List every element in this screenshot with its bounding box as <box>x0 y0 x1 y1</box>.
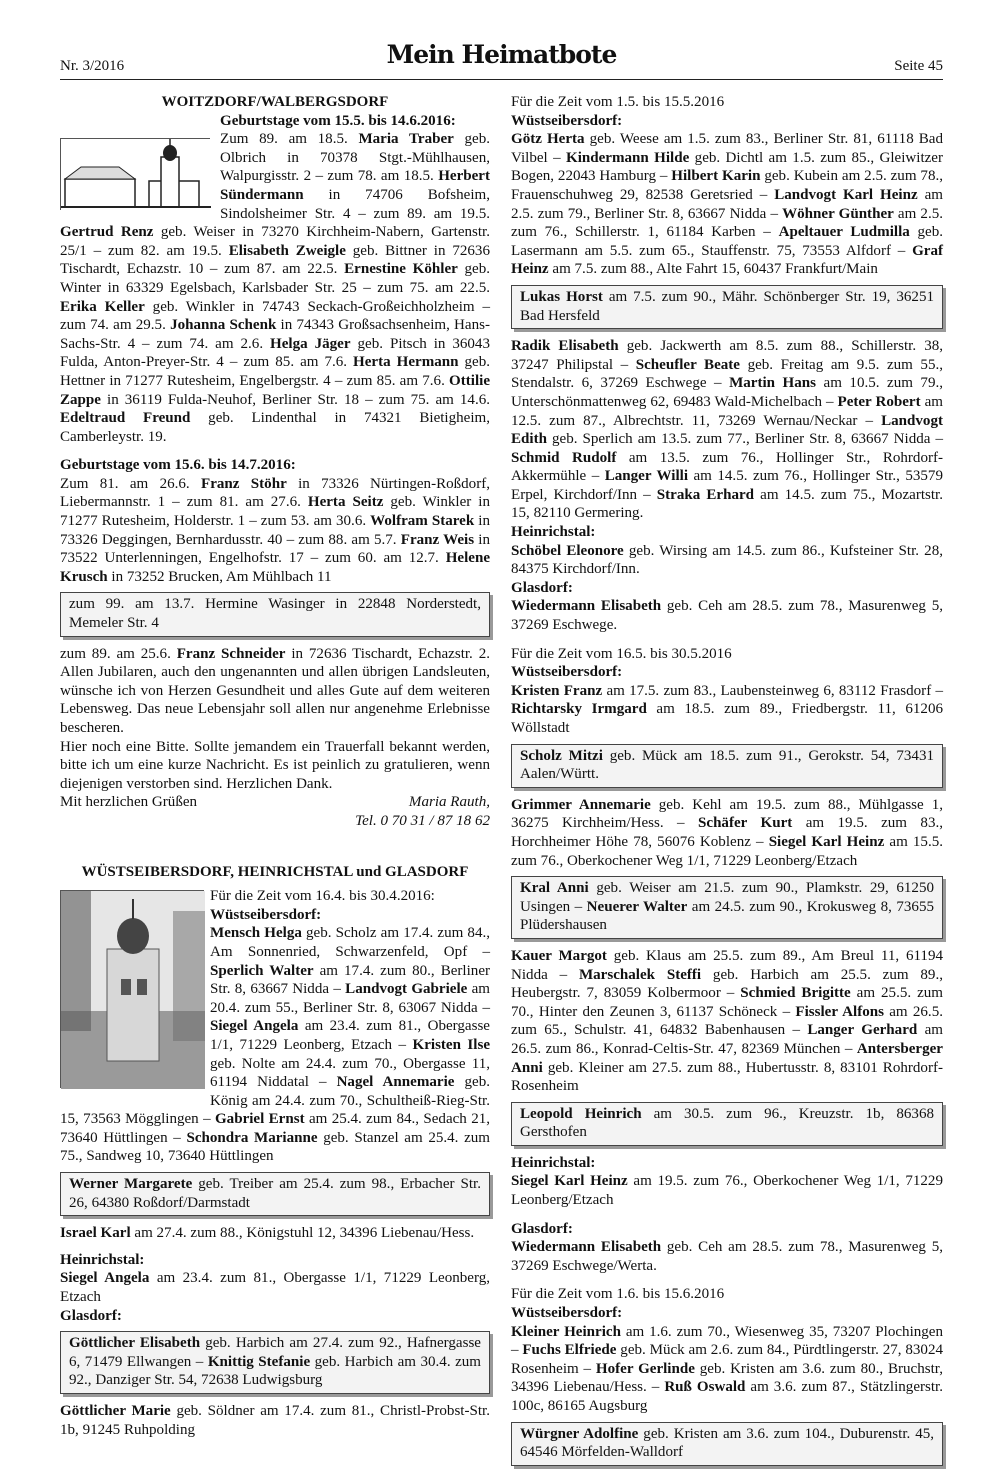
place-heading: Heinrichstal: <box>511 1154 596 1171</box>
place-heading: Wüstseibersdorf: <box>210 906 322 923</box>
right-column <box>511 93 943 1474</box>
signoff-line: Mit herzlichen Grüßen Maria Rauth, <box>60 794 490 811</box>
place-heading: Glasdorf: <box>60 1307 122 1324</box>
period-label: Für die Zeit vom 16.5. bis 30.5.2016 <box>511 645 732 662</box>
highlight-box: zum 99. am 13.7. Hermine Wasinger in 22848 Norderstedt, Memeler Str. 4 <box>60 592 490 636</box>
birthday-list: Radik Elisabeth geb. Jackwerth am 8.5. zum 88., Schillerstr. 38, 37247 Philipstal – Scheufler Beate geb. Freitag am 9.5. zum 55., Stendalstr. 6, 37269 Eschwege – Martin Hans am 10.5. zum 79., Unterschönmattenweg 62, 69483 Wald-Michelbach – Peter Robert am 12.5. zum 87., Albrechtstr. 11, 73269 Wernau/Neckar – Landvogt Edith geb. Sperlich am 13.5. zum 77., Berliner Str. 8, 63667 Nidda – Schmid Rudolf am 13.5. zum 76., Hollinger Str., Rohrdorf-Akkermühle – Langer Willi am 14.5. zum 76., Hollinger Str., 53579 Erpel, Kirchdorf/Inn – Straka Erhard am 14.5. zum 75., Mozartstr. 15, 82110 Germering. <box>511 338 944 522</box>
birthday-list-2: Zum 81. am 26.6. Franz Stöhr in 73326 Nürtingen-Roßdorf, Liebermannstr. 1 – zum 81. am 27.6. Herta Seitz geb. Winkler in 71277 Rutesheim, Holderstr. 1 – zum 53. am 30.6. Wolfram Starek in 73326 Deggingen, Bernhardusstr. 40 – zum 88. am 5.7. Franz Weis in 73522 Unterlenningen, Engelhofstr. 17 – zum 60. am 12.7. Helene Krusch in 73252 Brucken, Am Mühlbach 11 <box>60 475 490 585</box>
church-photo <box>60 890 204 1088</box>
place-heading: Wüstseibersdorf: <box>511 664 623 681</box>
place-heading: Heinrichstal: <box>511 524 596 541</box>
masthead-logo: Mein Heimatbote <box>386 40 617 69</box>
section-title-2: WÜSTSEIBERSDORF, HEINRICHSTAL und GLASDORF <box>81 863 469 880</box>
birthday-list-1: Zum 89. am 18.5. Maria Traber geb. Olbrich in 70378 Stgt.-Mühlhausen, Walpurgisstr. 2 – zum 78. am 18.5. Herbert Sündermann in 74706 Bofsheim, Sindolsheimer Str. 4 – zum 89. am 19.5. Gertrud Renz geb. Weiser in 73270 Kirchheim-Nabern, Gartenstr. 25/1 – zum 82. am 19.5. Elisabeth Zweigle geb. Bittner in 72636 Tischardt, Echazstr. 10 – zum 87. am 22.5. Ernestine Köhler geb. Winter in 63329 Egelsbach, Karlsbader Str. 25 – zum 75. am 22.5. Erika Keller geb. Winkler in 74743 Seckach-Großeichholzheim – zum 74. am 29.5. Johanna Schenk in 74343 Großsachsenheim, Hans-Sachs-Str. 4 – zum 74. am 2.6. Helga Jäger geb. Pitsch in 36043 Fulda, Anton-Preyer-Str. 4 – zum 85. am 7.6. Herta Hermann geb. Hettner in 71277 Rutesheim, Engelbergstr. 4 – zum 85. am 7.6. Ottilie Zappe in 36119 Fulda-Neuhof, Berliner Str. 18 – zum 75. am 14.6. Edeltraud Freund geb. Lindenthal in 74321 Bietigheim, Camberleystr. 19. <box>60 131 491 445</box>
birthday-list-3: zum 89. am 25.6. Franz Schneider in 72636 Tischardt, Echazstr. 2. Allen Jubilaren, auch den ungenannten und allen übrigen Landsleuten, wünsche ich von Herzen Gesundheit und alles Gute auf dem weiteren Lebensweg. Das neue Lebensjahr soll allen nur angenehme Erlebnisse bescheren. <box>60 645 490 736</box>
place-heading: Wüstseibersdorf: <box>511 112 623 129</box>
birthday-list-4: Mensch Helga geb. Scholz am 17.4. zum 84., Am Sonnenried, Schwarzenfeld, Opf – Sperlich Walter am 17.4. zum 80., Berliner Str. 8, 63667 Nidda – Landvogt Gabriele am 20.4. zum 55., Berliner Str. 8, 63067 Nidda – Siegel Angela am 23.4. zum 81., Obergasse 1/1, 71229 Leonberg, Etzach – Kristen Ilse geb. Nolte am 24.4. zum 70., Obergasse 11, 61194 Niddatal – Nagel Annemarie geb. König am 24.4. zum 70., Schultheiß-Rieg-Str. 15, 73563 Mögglingen – Gabriel Ernst am 25.4. zum 84., Sedach 21, 73640 Hüttlingen – Schondra Marianne geb. Stanzel am 25.4. zum 75., Sandweg 10, 73640 Hüttlingen <box>60 925 491 1165</box>
church-illustration <box>60 138 210 210</box>
birthday-list: Grimmer Annemarie geb. Kehl am 19.5. zum 88., Mühlgasse 1, 36275 Kirchheim/Hess. – Schäfer Kurt am 19.5. zum 83., Horchheimer Höhe 78, 56076 Koblenz – Siegel Karl Heinz am 15.5. zum 76., Oberkochener Weg 1/1, 71229 Leonberg/Etzach <box>511 796 944 869</box>
highlight-box: Würgner Adolfine geb. Kristen am 3.6. zum 104., Duburenstr. 45, 64546 Mörfelden-Walldorf <box>511 1422 943 1466</box>
left-column <box>60 93 490 1439</box>
place-heading: Glasdorf: <box>511 1220 573 1237</box>
birthday-list: Kauer Margot geb. Klaus am 25.5. zum 89., Am Breul 11, 61194 Nidda – Marschalek Steffi geb. Harbich am 25.5. zum 89., Heubergstr. 7, 83059 Kolbermoor – Schmied Brigitte am 25.5. zum 70., Hinter den Zeunen 3, 61137 Schöneck – Fissler Alfons am 26.5. zum 65., Schulstr. 41, 64832 Babenhausen – Langer Gerhard am 26.5. zum 86., Konrad-Celtis-Str. 47, 82369 München – Antersberger Anni geb. Kleiner am 27.5. zum 88., Hubertusstr. 8, 83101 Rohrdorf-Rosenheim <box>511 947 944 1095</box>
highlight-box: Werner Margarete geb. Treiber am 25.4. zum 98., Erbacher Str. 26, 64380 Roßdorf/Darmstadt <box>60 1172 490 1216</box>
list-item: Schöbel Eleonore geb. Wirsing am 14.5. zum 86., Kufsteiner Str. 28, 84375 Kirchdorf/Inn. <box>511 542 943 578</box>
place-heading: Wüstseibersdorf: <box>511 1305 623 1322</box>
page-header <box>60 40 943 80</box>
place-heading: Heinrichstal: <box>60 1251 145 1268</box>
birthday-list: Götz Herta geb. Weese am 1.5. zum 83., Berliner Str. 81, 61118 Bad Vilbel – Kindermann Hilde geb. Dichtl am 1.5. zum 85., Gleiwitzer Bogen, 22043 Hamburg – Hilbert Karin geb. Kubein am 2.5. zum 78., Frauenschuhweg 29, 82538 Geretsried – Landvogt Karl Heinz am 2.5. zum 79., Berliner Str. 8, 63667 Nidda – Wöhner Günther am 2.5. zum 76., Schillerstr. 1, 61184 Karben – Apeltauer Ludmilla geb. Lasermann am 5.5. zum 65., Stauffenstr. 75, 73553 Alfdorf – Graf Heinz am 7.5. zum 88., Alte Fahrt 15, 60437 Frankfurt/Main <box>511 131 944 278</box>
issue-number: Nr. 3/2016 <box>60 58 125 74</box>
list-item: Siegel Angela am 23.4. zum 81., Obergasse 1/1, 71229 Leonberg, Etzach <box>60 1270 490 1306</box>
list-item: Göttlicher Marie geb. Söldner am 17.4. zum 81., Christl-Probst-Str. 1b, 91245 Ruhpolding <box>60 1403 490 1438</box>
list-item: Wiedermann Elisabeth geb. Ceh am 28.5. zum 78., Masurenweg 5, 37269 Eschwege. <box>511 598 943 634</box>
highlight-box: Göttlicher Elisabeth geb. Harbich am 27.4. zum 92., Hafnergasse 6, 71479 Ellwangen – Knittig Stefanie geb. Harbich am 30.4. zum 92., Danziger Str. 54, 72638 Ludwigsburg <box>60 1331 490 1394</box>
highlight-box: Scholz Mitzi geb. Mück am 18.5. zum 91., Gerokstr. 54, 73431 Aalen/Württ. <box>511 744 943 788</box>
period-label: Für die Zeit vom 1.6. bis 15.6.2016 <box>511 1286 725 1303</box>
list-item: Wiedermann Elisabeth geb. Ceh am 28.5. zum 78., Masurenweg 5, 37269 Eschwege/Werta. <box>511 1239 943 1274</box>
section-title: WOITZDORF/WALBERGSDORF <box>161 94 389 110</box>
request-text: Hier noch eine Bitte. Sollte jemandem ein Trauerfall bekannt werden, bitte ich um eine kurze Nachricht. Es ist peinlich zu gratulieren, wenn diejenigen verstorben sind. Herzlichen Dank. <box>60 738 490 792</box>
birthday-heading-2: Geburtstage vom 15.6. bis 14.7.2016: <box>60 457 296 474</box>
highlight-box: Lukas Horst am 7.5. zum 90., Mähr. Schönberger Str. 19, 36251 Bad Hersfeld <box>511 285 943 329</box>
birthday-list: Kleiner Heinrich am 1.6. zum 70., Wiesenweg 35, 73207 Plochingen – Fuchs Elfriede geb. Mück am 2.6. zum 84., Pürdtlingerstr. 27, 83024 Rosenheim – Hofer Gerlinde geb. Kristen am 3.6. zum 80., Bruchstr, 34396 Liebenau/Hess. – Ruß Oswald am 3.6. zum 87., Stätzlingerstr. 100c, 86165 Augsburg <box>511 1323 944 1414</box>
page-number: Seite 45 <box>894 58 943 74</box>
list-item: Siegel Karl Heinz am 19.5. zum 76., Oberkochener Weg 1/1, 71229 Leonberg/Etzach <box>511 1173 943 1209</box>
birthday-list: Kristen Franz am 17.5. zum 83., Laubensteinweg 6, 83112 Frasdorf – Richtarsky Irmgard am 18.5. zum 89., Friedbergstr. 11, 61206 Wöllstadt <box>511 682 943 736</box>
period-label: Für die Zeit vom 1.5. bis 15.5.2016 <box>511 94 725 110</box>
birthday-heading-1: Geburtstage vom 15.5. bis 14.6.2016: <box>220 112 456 129</box>
highlight-box: Leopold Heinrich am 30.5. zum 96., Kreuzstr. 1b, 86368 Gersthofen <box>511 1102 943 1146</box>
phone-number: Tel. 0 70 31 / 87 18 62 <box>355 812 490 829</box>
list-item: Israel Karl am 27.4. zum 88., Königstuhl 12, 34396 Liebenau/Hess. <box>60 1225 475 1242</box>
period-label-1: Für die Zeit vom 16.4. bis 30.4.2016: <box>210 888 435 905</box>
highlight-box: Kral Anni geb. Weiser am 21.5. zum 90., Plamkstr. 29, 61250 Usingen – Neuerer Walter am 24.5. zum 90., Krokusweg 8, 73655 Plüdershausen <box>511 876 943 939</box>
place-heading: Glasdorf: <box>511 579 573 596</box>
